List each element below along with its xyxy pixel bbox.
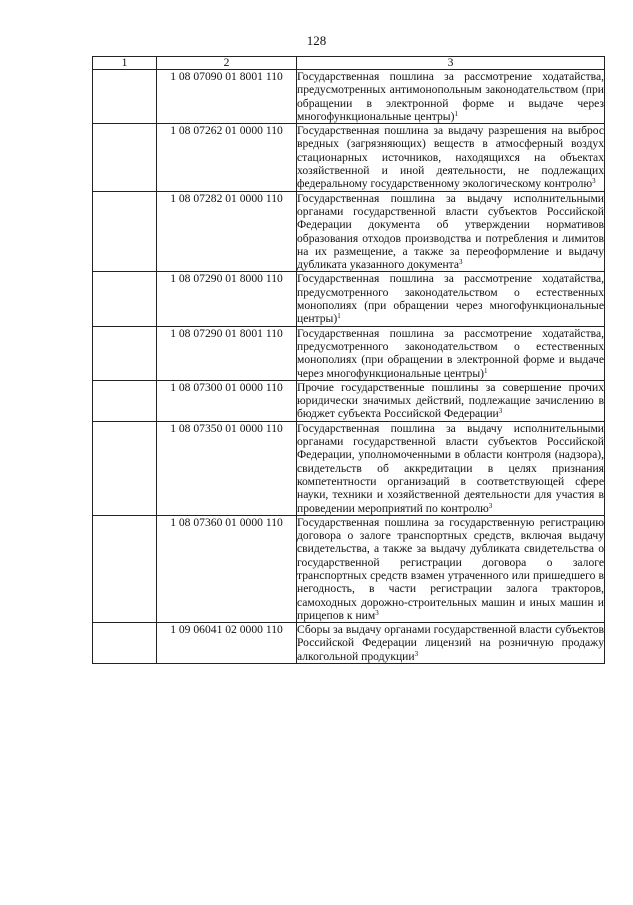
row-number-cell bbox=[93, 421, 157, 515]
budget-codes-table bbox=[92, 56, 605, 664]
header-col-1: 1 bbox=[93, 57, 157, 70]
table-row bbox=[93, 124, 605, 191]
footnote-mark: 3 bbox=[375, 608, 379, 617]
description-cell bbox=[297, 623, 605, 664]
description-text: Государственная пошлина за рассмотрение ходатайства, предусмотренного законодательством о естественных монополиях (при обращении через многофункциональные центры) bbox=[297, 272, 604, 326]
footnote-mark: 3 bbox=[414, 649, 419, 658]
footnote-mark: 3 bbox=[592, 177, 596, 186]
row-number-cell bbox=[93, 191, 157, 272]
description-cell bbox=[297, 272, 605, 326]
budget-code-cell: 1 09 06041 02 0000 110 bbox=[157, 623, 297, 664]
page-number: 128 bbox=[306, 33, 327, 48]
description-cell bbox=[297, 515, 605, 622]
table-row bbox=[93, 380, 605, 421]
footnote-mark: 3 bbox=[488, 501, 493, 510]
table-row bbox=[93, 326, 605, 380]
description-cell bbox=[297, 326, 605, 380]
budget-code-cell: 1 08 07090 01 8001 110 bbox=[157, 70, 297, 124]
description-cell bbox=[297, 380, 605, 421]
footnote-mark: 3 bbox=[459, 258, 463, 267]
budget-code-cell: 1 08 07282 01 0000 110 bbox=[157, 191, 297, 272]
footnote-mark: 3 bbox=[498, 407, 503, 416]
description-text: Сборы за выдачу органами государственной власти субъектов Российской Федерации лицензий на розничную продажу алкогольной продукции bbox=[297, 623, 604, 663]
table-row bbox=[93, 421, 605, 515]
footnote-mark: 1 bbox=[337, 312, 341, 321]
row-number-cell bbox=[93, 70, 157, 124]
description-cell bbox=[297, 191, 605, 272]
table-row bbox=[93, 515, 605, 622]
footnote-mark: 1 bbox=[483, 366, 488, 375]
table-row bbox=[93, 272, 605, 326]
description-text: Государственная пошлина за государственную регистрацию договора о залоге транспортных средств, включая выдачу свидетельства, а также за выдачу дубликата свидетельства о государственной регистрации договора о залоге транспортных средств взамен утраченного или пришедшего в негодность, в части регистрации залога тракторов, самоходных дорожно-строительных машин и иных машин и прицепов к ним bbox=[297, 515, 604, 622]
header-col-3: 3 bbox=[297, 57, 605, 70]
description-cell bbox=[297, 124, 605, 191]
table-row bbox=[93, 191, 605, 272]
header-col-2: 2 bbox=[157, 57, 297, 70]
description-text: Государственная пошлина за выдачу исполнительными органами государственной власти субъектов Российской Федерации, уполномоченными в области контроля (надзора), свидетельств об аккредитации в целях признания компетентности организаций в соответствующей сфере науки, техники и хозяйственной деятельности для участия в проведении мероприятий по контролю bbox=[297, 421, 604, 515]
budget-code-cell: 1 08 07360 01 0000 110 bbox=[157, 515, 297, 622]
row-number-cell bbox=[93, 515, 157, 622]
row-number-cell bbox=[93, 124, 157, 191]
row-number-cell bbox=[93, 272, 157, 326]
row-number-cell bbox=[93, 623, 157, 664]
footnote-mark: 1 bbox=[454, 109, 458, 118]
description-text: Государственная пошлина за рассмотрение ходатайства, предусмотренного законодательством о естественных монополиях (при обращении в электронной форме и выдаче через многофункциональные центры) bbox=[297, 326, 604, 380]
description-text: Государственная пошлина за выдачу разрешения на выброс вредных (загрязняющих) веществ в атмосферный воздух стационарных источников, находящихся на объектах хозяйственной и иной деятельности, не подлежащих федеральному государственному экологическому контролю bbox=[297, 124, 604, 191]
budget-code-cell: 1 08 07350 01 0000 110 bbox=[157, 421, 297, 515]
table-row bbox=[93, 70, 605, 124]
description-cell bbox=[297, 70, 605, 124]
table-row bbox=[93, 623, 605, 664]
description-text: Государственная пошлина за рассмотрение ходатайства, предусмотренных антимонопольным законодательством (при обращении в электронной форме и выдаче через многофункциональные центры) bbox=[297, 70, 604, 123]
budget-code-cell: 1 08 07290 01 8001 110 bbox=[157, 326, 297, 380]
description-text: Государственная пошлина за выдачу исполнительными органами государственной власти субъектов Российской Федерации документа об утверждении нормативов образования отходов производства и потребления и лимитов на их размещение, а также за переоформление и выдачу дубликата указанного документа bbox=[297, 191, 604, 272]
budget-code-cell: 1 08 07290 01 8000 110 bbox=[157, 272, 297, 326]
description-text: Прочие государственные пошлины за совершение прочих юридически значимых действий, подлежащие зачислению в бюджет субъекта Российской Федерации bbox=[297, 380, 604, 421]
budget-code-cell: 1 08 07300 01 0000 110 bbox=[157, 380, 297, 421]
description-cell bbox=[297, 421, 605, 515]
row-number-cell bbox=[93, 326, 157, 380]
budget-code-cell: 1 08 07262 01 0000 110 bbox=[157, 124, 297, 191]
table-header-row bbox=[93, 57, 605, 70]
row-number-cell bbox=[93, 380, 157, 421]
